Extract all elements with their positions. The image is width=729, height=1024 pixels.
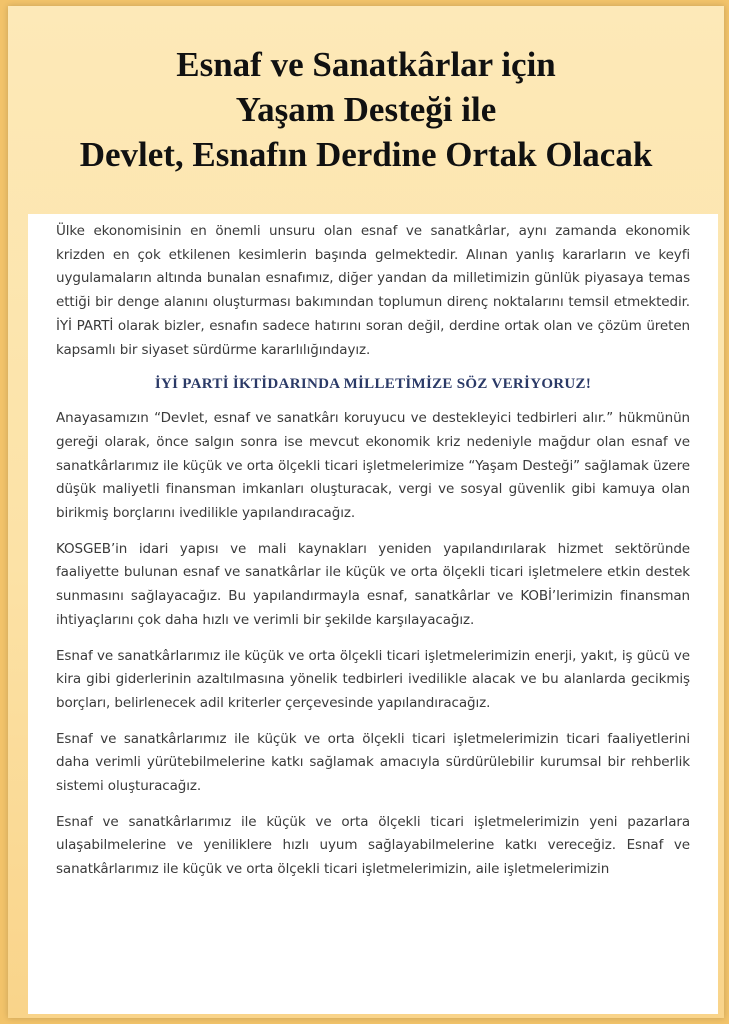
intro-paragraph: Ülke ekonomisinin en önemli unsuru olan esnaf ve sanatkârlar, aynı zamanda ekonomik krizden en çok etkilenen kesimlerin başında gelmektedir. Alınan yanlış kararların ve keyfi uygulamaların altında bunalan esnafımız, diğer yandan da milletimizin günlük piyasaya temas ettiği bir denge alanını oluşturması bakımından toplumun direnç noktalarını temsil etmektedir. İYİ PARTİ olarak bizler, esnafın sadece hatırını soran değil, derdine ortak olan ve çözüm üreten kapsamlı bir siyaset sürdürme kararlılığındayız. xyxy=(56,223,690,358)
title-line-1: Esnaf ve Sanatkârlar için xyxy=(176,44,556,84)
paragraph-5: Esnaf ve sanatkârlarımız ile küçük ve orta ölçekli ticari işletmelerimizin yeni pazarlara ulaşabilmelerine ve yeniliklere hızlı uyum sağlayabilmelerine katkı vereceğiz. Esnaf ve sanatkârlarımız ile küçük ve orta ölçekli ticari işletmelerimizin, aile işletmelerimizin xyxy=(56,813,690,878)
title-line-3: Devlet, Esnafın Derdine Ortak Olacak xyxy=(79,134,653,174)
document-page xyxy=(8,6,724,1018)
header-banner xyxy=(8,6,724,212)
paragraph-3: Esnaf ve sanatkârlarımız ile küçük ve orta ölçekli ticari işletmelerimizin enerji, yakıt, iş gücü ve kira gibi giderlerinin azaltılmasına yönelik tedbirleri ivedilikle alacak ve bu alanlarda gecikmiş borçları, belirlenecek adil kriterler çerçevesinde yapılandıracağız. xyxy=(56,647,690,711)
document-body xyxy=(28,214,718,1014)
paragraph-4: Esnaf ve sanatkârlarımız ile küçük ve orta ölçekli ticari işletmelerimizin ticari faaliyetlerini daha verimli yürütebilmelerine katkı sağlamak amacıyla sürdürülebilir kurumsal bir rehberlik sistemi oluşturacağız. xyxy=(56,730,690,795)
title-line-2: Yaşam Desteği ile xyxy=(235,89,497,129)
paragraph-1: Anayasamızın “Devlet, esnaf ve sanatkârı koruyucu ve destekleyici tedbirleri alır.” hükmünün gereği olarak, önce salgın sonra ise mevcut ekonomik kriz nedeniyle mağdur olan esnaf ve sanatkârlarımız ile küçük ve orta ölçekli ticari işletmelerimize “Yaşam Desteği” sağlamak üzere düşük maliyetli finansman imkanları oluşturacak, vergi ve sosyal güvenlik gibi kamuya olan birikmiş borçlarını ivedilikle yapılandıracağız. xyxy=(56,410,690,522)
section-subheading: İYİ PARTİ İKTİDARINDA MİLLETİMİZE SÖZ VERİYORUZ! xyxy=(154,376,592,393)
paragraph-2: KOSGEB’in idari yapısı ve mali kaynakları yeniden yapılandırılarak hizmet sektöründe faaliyette bulunan esnaf ve sanatkârlar ile küçük ve orta ölçekli ticari işletmelere etkin destek sunmasını sağlayacağız. Bu yapılandırmayla esnaf, sanatkârlar ve KOBİ’lerimizin finansman ihtiyaçlarını çok daha hızlı ve verimli bir şekilde karşılayacağız. xyxy=(56,540,690,628)
